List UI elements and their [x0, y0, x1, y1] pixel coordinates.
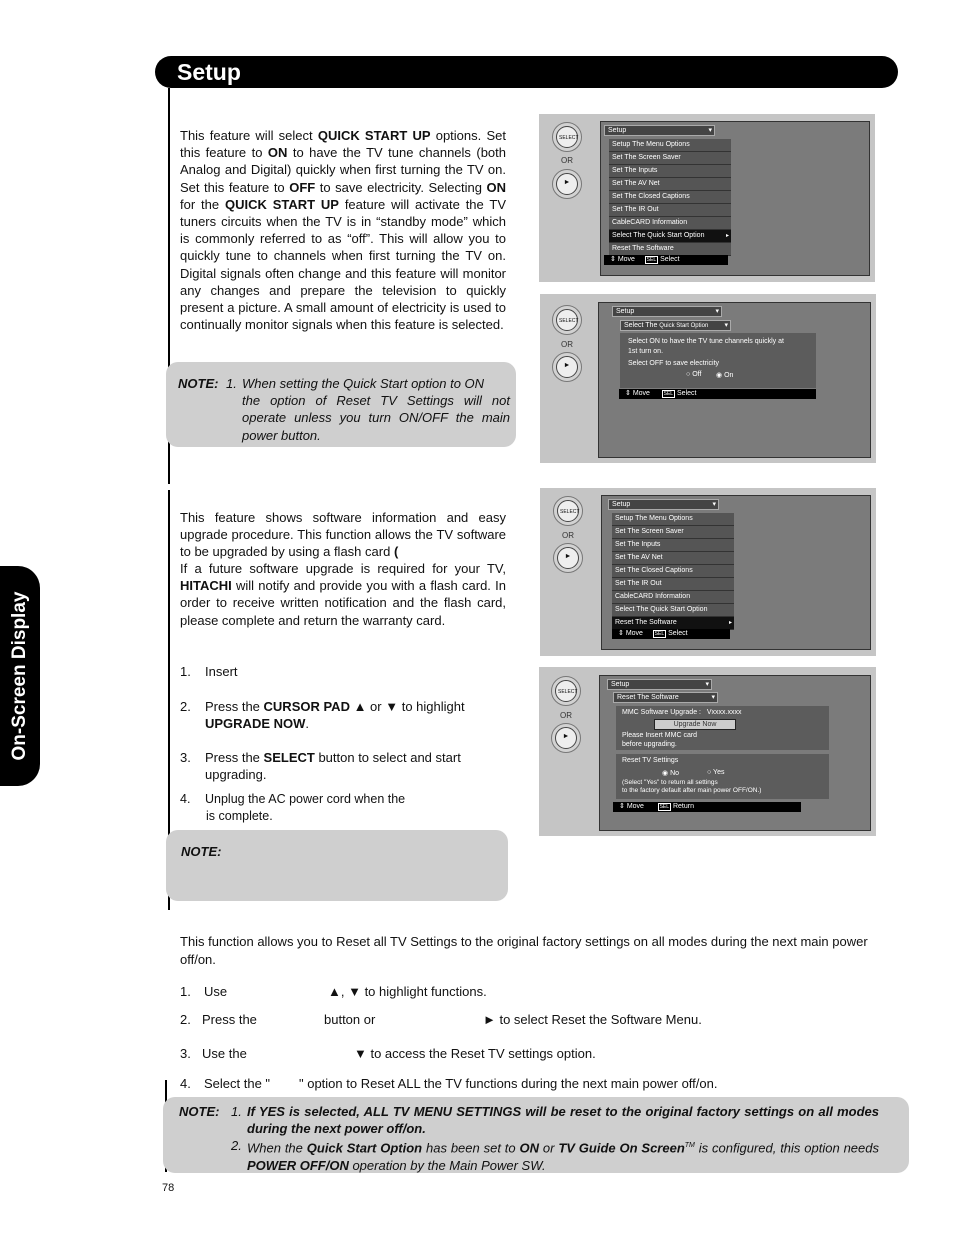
header-banner	[155, 56, 898, 88]
note-number: 2.	[231, 1138, 242, 1154]
tv-screen-3	[601, 495, 871, 650]
select-icon	[556, 309, 578, 331]
reset-step-4-b: " option to Reset ALL the TV functions during the next main power off/on.	[299, 1076, 718, 1091]
reset-step-2	[180, 1011, 257, 1028]
step-number: 4.	[180, 1076, 191, 1091]
menu-list	[609, 139, 731, 256]
menu-item[interactable]: Setup The Menu Options	[609, 139, 731, 152]
or-label: OR	[561, 340, 573, 349]
menu-list	[612, 513, 734, 630]
submenu-header: Reset The Software ▾	[613, 692, 718, 703]
note-line1: When setting the Quick Start option to ON	[242, 376, 485, 391]
step-text-a: Use the	[202, 1046, 247, 1061]
menu-item[interactable]: Set The Closed Captions	[609, 191, 731, 204]
side-tab	[0, 566, 40, 786]
note-label: NOTE:	[179, 1104, 220, 1119]
reset-step-1	[180, 983, 227, 1000]
select-label: SELECT	[559, 318, 579, 324]
step-text-cont: is complete.	[206, 809, 273, 823]
step-number: 2.	[180, 699, 191, 714]
step-number: 2.	[180, 1012, 191, 1027]
menu-item[interactable]: Select The Quick Start Option ▸	[609, 230, 731, 243]
remote-cursor-button	[552, 352, 582, 382]
cursor-right-icon: ►	[555, 727, 577, 749]
mmc-panel: MMC Software Upgrade : Vxxxx.xxxx Upgrade Now Please Insert MMC card before upgrading.	[616, 706, 829, 750]
remote-select-button	[552, 305, 582, 335]
menu-bar: ⇕ Move SEL Select	[619, 389, 816, 399]
note-quick-start	[178, 375, 510, 444]
select-label: SELECT	[560, 509, 580, 515]
note-label: NOTE:	[178, 376, 219, 391]
side-tab-label: On-Screen Display	[9, 591, 30, 761]
note-1: If YES is selected, ALL TV MENU SETTINGS will be reset to the original factory settings on all modes during the next power off/on.	[247, 1104, 879, 1137]
menu-bar: ⇕ Move SEL Select	[604, 255, 728, 265]
reset-intro: This function allows you to Reset all TV Settings to the original factory settings on all modes during the next main power off/on.	[180, 934, 868, 967]
step-number: 3.	[180, 750, 191, 765]
menu-item[interactable]: Set The AV Net	[612, 552, 734, 565]
step-text: Press the CURSOR PAD ▲ or ▼ to highlight UPGRADE NOW.	[205, 699, 465, 731]
page-number: 78	[162, 1182, 175, 1194]
reset-step-3	[180, 1045, 247, 1062]
menu-item[interactable]: Set The Closed Captions	[612, 565, 734, 578]
reset-step-4	[180, 1075, 270, 1092]
menu-bar: ⇕ Move SEL Select	[612, 629, 730, 639]
menu-item[interactable]: Setup The Menu Options	[612, 513, 734, 526]
remote-select-button	[552, 122, 582, 152]
menu-item[interactable]: Set The IR Out	[612, 578, 734, 591]
menu-item[interactable]: Set The AV Net	[609, 178, 731, 191]
menu-item[interactable]: Set The IR Out	[609, 204, 731, 217]
remote-select-button	[553, 496, 583, 526]
submenu-header: Select The Quick Start Option ▾	[620, 320, 731, 331]
screen-1-frame	[539, 114, 875, 282]
step-text-a: Use	[204, 984, 228, 999]
menu-item[interactable]: Select The Quick Start Option	[612, 604, 734, 617]
menu-bar: ⇕ Move SEL Return	[613, 802, 801, 812]
software-paragraph-1: This feature shows software information and easy upgrade procedure. This function allows the TV software to be upgraded by using a flash card (	[180, 510, 506, 560]
select-label: SELECT	[559, 135, 579, 141]
screen-2-frame	[540, 294, 876, 463]
screen-4-frame	[539, 667, 876, 836]
tv-screen-2	[598, 302, 871, 458]
upgrade-now-button[interactable]: Upgrade Now	[654, 719, 736, 730]
quick-start-panel: Select ON to have the TV tune channels quickly at 1st turn on. Select OFF to save electricity ○ Off ◉ On	[620, 333, 816, 388]
software-step-4	[180, 791, 405, 825]
off-radio[interactable]: ○ Off	[686, 371, 702, 378]
remote-select-button	[551, 676, 581, 706]
no-radio[interactable]: ◉ No	[662, 770, 680, 777]
select-icon	[556, 126, 578, 148]
step-number: 3.	[180, 1046, 191, 1061]
reset-step-3-b: ▼ to access the Reset TV settings option.	[354, 1046, 596, 1061]
menu-header: Setup ▾	[608, 499, 719, 510]
menu-item[interactable]: Reset The Software	[609, 243, 731, 256]
note-indent	[179, 1137, 231, 1174]
menu-header: Setup ▾	[607, 679, 712, 690]
page-title: Setup	[177, 59, 241, 85]
menu-header: Setup ▾	[612, 306, 722, 317]
step-text: Press the SELECT button to select and start upgrading.	[205, 750, 461, 782]
step-text-a: Select the "	[204, 1076, 271, 1091]
note-box-software	[166, 830, 508, 901]
select-label: SELECT	[558, 689, 578, 695]
select-icon	[555, 680, 577, 702]
cursor-right-icon: ►	[557, 547, 579, 569]
menu-item[interactable]: Set The Screen Saver	[612, 526, 734, 539]
note-rest: the option of Reset TV Settings will not operate unless you turn ON/OFF the main power button.	[242, 393, 510, 443]
menu-header: Setup ▾	[604, 125, 715, 136]
step-number: 1.	[180, 664, 191, 679]
step-number: 4.	[180, 792, 191, 806]
menu-item[interactable]: Set The Inputs	[612, 539, 734, 552]
note-number: 1.	[226, 376, 237, 391]
note-2: When the Quick Start Option has been set to ON or TV Guide On Screen™ is configured, this option needs POWER OFF/ON operation by the Main Power SW.	[247, 1140, 879, 1173]
screen-3-frame	[540, 488, 876, 656]
cursor-right-icon: ►	[556, 173, 578, 195]
cursor-right-icon: ►	[556, 356, 578, 378]
remote-cursor-button	[551, 723, 581, 753]
yes-radio[interactable]: ○ Yes	[707, 769, 725, 776]
note-number: 1.	[231, 1104, 242, 1119]
step-text-a: Press the	[202, 1012, 257, 1027]
step-text: Insert	[205, 664, 238, 679]
software-paragraph-2: If a future software upgrade is required for your TV, HITACHI will notify and provide you with a flash card. In order to receive written notification and the flash card, please complete and return the warranty card.	[180, 561, 506, 628]
arrow-right-icon: ▸	[728, 620, 732, 626]
tv-screen-1	[600, 121, 870, 276]
select-icon	[557, 500, 579, 522]
remote-cursor-button	[552, 169, 582, 199]
quick-start-paragraph: This feature will select QUICK START UP options. Set this feature to ON to have the TV tune channels (both Analog and Digital) quickly when first turning the TV on. Set this feature to OFF to save electricity. Selecting ON for the QUICK START UP feature will activate the TV tuners circuits when the TV is in “standby mode” which is commonly referred to as “off”. This will allow you to quickly tune to channels when first turning the TV on. Digital signals often change and this feature will monitor any changes and prepare the television to quickly present a picture. A small amount of electricity is used to continually monitor signals when this feature is selected.	[180, 128, 507, 333]
reset-step-2-b: button or	[324, 1012, 376, 1027]
software-step-3	[180, 749, 500, 783]
software-step-1	[180, 663, 238, 680]
step-number: 1.	[180, 984, 191, 999]
arrow-right-icon: ▸	[725, 233, 729, 239]
software-step-2	[180, 698, 500, 732]
note-software-label: NOTE:	[181, 844, 222, 859]
menu-item[interactable]: Set The Screen Saver	[609, 152, 731, 165]
reset-step-1-b: ▲, ▼ to highlight functions.	[328, 984, 487, 999]
note-reset	[179, 1103, 879, 1174]
on-radio[interactable]: ◉ On	[716, 372, 734, 379]
or-label: OR	[561, 156, 573, 165]
menu-item[interactable]: Reset The Software ▸	[612, 617, 734, 630]
reset-step-2-c: ► to select Reset the Software Menu.	[483, 1012, 702, 1027]
menu-item[interactable]: CableCARD Information	[612, 591, 734, 604]
or-label: OR	[562, 531, 574, 540]
tv-screen-4	[599, 675, 871, 831]
menu-item[interactable]: Set The Inputs	[609, 165, 731, 178]
or-label: OR	[560, 711, 572, 720]
step-text: Unplug the AC power cord when the	[205, 792, 406, 806]
reset-panel: Reset TV Settings ◉ No ○ Yes (Select "Yes" to return all settings to the factory default after main power OFF/ON.)	[616, 754, 829, 799]
remote-cursor-button	[553, 543, 583, 573]
menu-item[interactable]: CableCARD Information	[609, 217, 731, 230]
